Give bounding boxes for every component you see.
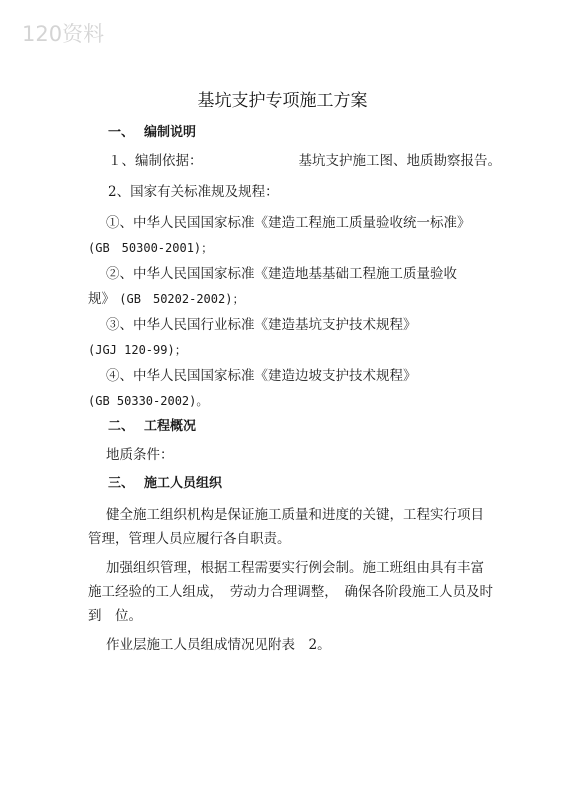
paragraph-1-line-b: 管理，管理人员应履行各自职责。 (88, 531, 291, 547)
standards-heading: 2、国家有关标准规及规程： (108, 184, 279, 200)
paragraph-3: 作业层施工人员组成情况见附表 2。 (106, 637, 331, 653)
section3-title: 施工人员组织 (144, 476, 223, 491)
section3-number: 三、 (108, 476, 135, 491)
paragraph-2-line-b: 施工经验的工人组成， 劳动力合理调整， 确保各阶段施工人员及时 (88, 584, 493, 600)
standard-4-line-a: ④、中华人民国国家标准《建造边坡支护技术规程》 (106, 368, 417, 384)
paragraph-2-line-a: 加强组织管理，根据工程需要实行例会制。施工班组由具有丰富 (106, 560, 484, 576)
standard-1-line-b: (GB 50300-2001)； (88, 241, 214, 255)
section2-heading (108, 418, 196, 436)
section2-title: 工程概况 (144, 419, 197, 434)
basis-value: 基坑支护施工图、地质勘察报告。 (298, 153, 501, 169)
section1-title: 编制说明 (144, 125, 197, 140)
section2-number: 二、 (108, 419, 135, 434)
standard-2-suffix: 规》 (88, 291, 115, 307)
paragraph-1-line-a: 健全施工组织机构是保证施工质量和进度的关键，工程实行项目 (106, 507, 484, 523)
standard-2-code: (GB 50202-2002)； (119, 292, 245, 306)
page-title: 基坑支护专项施工方案 (197, 91, 368, 111)
standard-3-line-a: ③、中华人民国行业标准《建造基坑支护技术规程》 (106, 317, 417, 333)
basis-label: １、编制依据： (108, 153, 203, 169)
basis-line (108, 152, 501, 170)
standard-4-line-b: (GB 50330-2002)。 (88, 394, 209, 408)
standard-2-line-b (88, 290, 244, 308)
geology-line: 地质条件： (106, 447, 174, 463)
standard-1-line-a: ①、中华人民国国家标准《建造工程施工质量验收统一标准》 (106, 215, 471, 231)
paragraph-2-line-c: 到 位。 (88, 608, 142, 624)
watermark: 120资料 (22, 22, 105, 46)
section1-number: 一、 (108, 125, 135, 140)
standard-3-line-b: (JGJ 120-99)； (88, 343, 187, 357)
section3-heading (108, 475, 222, 493)
section1-heading (108, 124, 196, 142)
standard-2-line-a: ②、中华人民国国家标准《建造地基基础工程施工质量验收 (106, 266, 457, 282)
